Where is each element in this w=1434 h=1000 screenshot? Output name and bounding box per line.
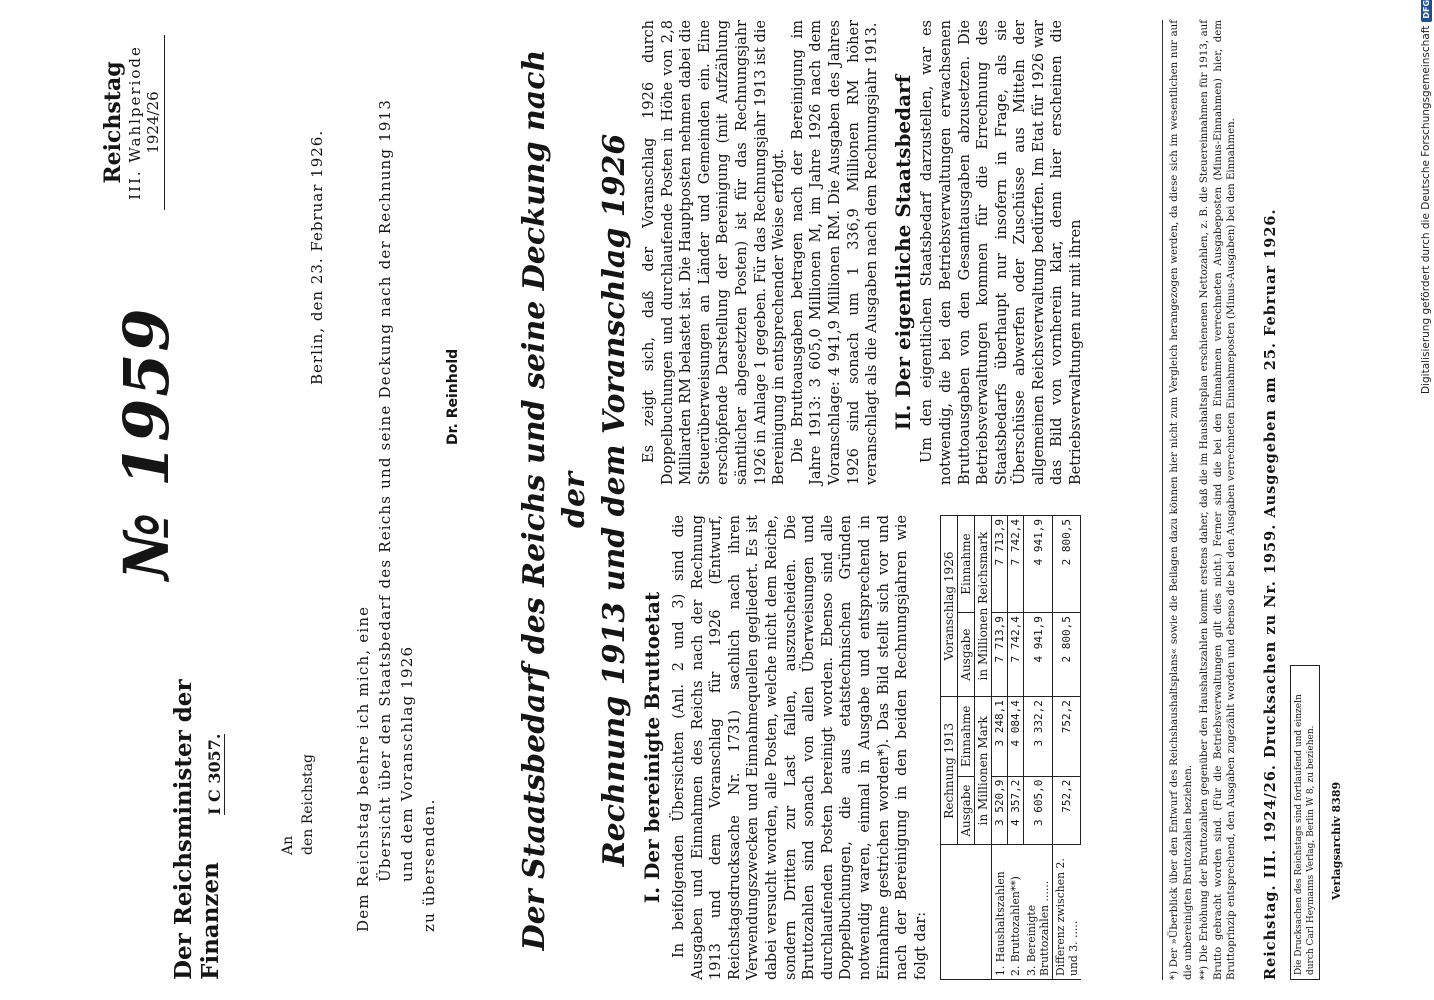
digitization-credit <box>1414 0 1434 394</box>
table-cell: 7 713,9 <box>992 613 1008 697</box>
main-title-line2: Rechnung 1913 und dem Voranschlag 1926 <box>597 133 632 867</box>
table-sub-header: Ausgabe <box>958 776 975 845</box>
table-cell: 3 332,2 <box>1024 697 1053 777</box>
table-cell: 3 520,9 <box>992 776 1008 845</box>
table-cell: 4 941,9 <box>1024 613 1053 697</box>
letter-line: zu übersenden. <box>420 798 438 932</box>
table-row <box>1008 516 1024 980</box>
dfg-logo: DFG <box>1421 0 1432 22</box>
table-row <box>1052 516 1081 980</box>
table-group-header: Voranschlag 1926 <box>941 516 958 697</box>
col2-paragraph3: Um den eigentlichen Staatsbedarf darzustellen, war es notwendig, die bei den Betriebsverwaltungen erwachsenen Bruttoausgaben von den Gesamtausgaben abzusetzen. Die Betriebsverwaltungen kommen für die Errechnung des Staatsbedarfs überhaupt nur insofern in Frage, als sie Überschüsse abwerfen oder Zuschüsse aus Mitteln der allgemeinen Reichsverwaltung bedürfen. Im Etat für 1926 war das Bild von vornherein klar, denn hier erscheinen die Betriebsverwaltungen nur mit ihren <box>919 20 1085 485</box>
table-sub-header: Einnahme <box>958 697 975 777</box>
table-sub-header: Ausgabe <box>958 613 975 697</box>
table-row <box>992 516 1008 980</box>
table-unit-note: in Millionen Mark <box>975 697 992 845</box>
digitization-text: Digitalisierung gefördert durch die Deutsche Forschungsgemeinschaft <box>1420 25 1432 394</box>
section1-paragraph: In beifolgenden Übersichten (Anl. 2 und 3) sind die Ausgaben und Einnahmen des Reichs nach der Rechnung 1913 und dem Voranschlag für 1926 (Entwurf, Reichstagsdrucksache Nr. 1731) sachlich nach ihren Verwendungszwecken und Einnahmequellen gegliedert. Es ist dabei versucht worden, alle Posten, welche nicht dem Reiche, sondern Dritten zur Last fallen, auszuscheiden. Die Bruttozahlen sind sonach von allen Überweisungen und durchlaufenden Posten bereinigt worden. Ebenso sind alle Doppelbuchungen, die aus etatstechnischen Gründen notwendig waren, einmal in Ausgabe und entsprechend in Einnahme gestrichen worden*). Das Bild stellt sich vor und nach der Bereinigung in den beiden Rechnungsjahren wie folgt dar: <box>671 515 929 980</box>
table-row-label: 2. Bruttozahlen**) <box>1008 845 1024 980</box>
signature: Dr. Reinhold <box>445 348 461 445</box>
recipient-line1: An <box>280 835 296 855</box>
table-cell: 752,2 <box>1052 776 1081 845</box>
parliament-name: Reichstag <box>100 61 126 184</box>
table-cell: 7 713,9 <box>992 516 1008 613</box>
document-number: № 1959 <box>110 306 183 580</box>
table-cell: 4 941,9 <box>1024 516 1053 613</box>
table-row <box>1024 516 1053 980</box>
main-title-line1: Der Staatsbedarf des Reichs und seine Deckung nach der <box>517 49 592 951</box>
table-corner <box>941 845 992 980</box>
letter-line: und dem Voranschlag 1926 <box>398 645 416 882</box>
column-left <box>640 515 1081 980</box>
table-cell: 2 800,5 <box>1052 516 1081 613</box>
table-cell: 2 800,5 <box>1052 613 1081 697</box>
section2-heading: II. Der eigentliche Staatsbedarf <box>890 74 915 431</box>
table-cell: 4 084,4 <box>1008 697 1024 777</box>
letter-line: Übersicht über den Staatsbedarf des Reichs und seine Deckung nach der Rechnung 1913 <box>376 98 394 882</box>
footnote-1: *) Der »Überblick über den Entwurf des Reichshaushaltsplans« sowie die Beilagen dazu können hier nicht zum Vergleich herangezogen werden, da diese sich im wesentlichen nur auf die unbereinigten Bruttozahlen beziehen. <box>1169 20 1194 980</box>
section1-body <box>670 515 930 980</box>
period-years: 1924/26 <box>144 35 165 210</box>
footer-line: Reichstag. III. 1924/26. Drucksachen zu Nr. 1959. Ausgegeben am 25. Februar 1926. <box>1262 208 1279 980</box>
finance-table <box>940 515 1081 980</box>
col2-paragraph2: Die Bruttoausgaben betragen nach der Bereinigung im Jahre 1913: 3 605,0 Millionen M, im Jahre 1926 nach dem Voranschlage: 4 941,9 Millionen RM. Die Ausgaben des Jahres 1926 sind sonach um 1 336,9 Millionen RM höher veranschlagt als die Ausgaben nach dem Rechnungsjahr 1913. <box>789 20 881 485</box>
table-sub-header: Einnahme <box>958 516 975 613</box>
section1-heading: I. Der bereinigte Bruttoetat <box>640 591 664 904</box>
archive-number: Verlagsarchiv 8389 <box>1330 781 1343 900</box>
table-row-label: Differenz zwischen 2. und 3. ..... <box>1052 845 1081 980</box>
table-unit-note-rm: in Millionen Reichsmark <box>975 516 992 697</box>
letter-body <box>352 12 440 932</box>
sender-reference: I C 3057. <box>205 733 224 815</box>
recipient-line2: den Reichstag <box>300 754 316 855</box>
table-cell: 7 742,4 <box>1008 516 1024 613</box>
table-row-label: 3. Bereinigte Bruttozahlen ...... <box>1024 845 1053 980</box>
letter-line: Dem Reichstag beehre ich mich, eine <box>354 605 372 932</box>
column-right <box>640 20 1086 485</box>
col2-paragraph1: Es zeigt sich, daß der Voranschlag 1926 durch Doppelbuchungen und durchlaufende Posten in Höhe von 2,8 Milliarden RM belastet ist. Die Hauptposten nehmen dabei die Steuerüberweisungen an Länder und Gemeinden ein. Eine erschöpfende Darstellung der Bereinigung (mit Aufzählung sämtlicher abgesetzten Posten) ist für das Rechnungsjahr 1926 in Anlage 1 gegeben. Für das Rechnungsjahr 1913 ist die Bereinigung in entsprechender Weise erfolgt. <box>641 20 788 485</box>
table-cell: 7 742,4 <box>1008 613 1024 697</box>
place-date: Berlin, den 23. Februar 1926. <box>308 129 326 385</box>
parliament-header <box>100 35 165 210</box>
period-label: III. Wahlperiode <box>126 45 144 200</box>
table-row-label: 1. Haushaltszahlen <box>992 845 1008 980</box>
footnotes <box>1168 20 1239 980</box>
table-cell: 3 248,1 <box>992 697 1008 777</box>
recipient <box>278 754 318 855</box>
table-cell: 3 605,0 <box>1024 776 1053 845</box>
table-cell: 752,2 <box>1052 697 1081 777</box>
main-title <box>515 20 635 980</box>
table-cell: 4 357,2 <box>1008 776 1024 845</box>
footnote-rule <box>1162 20 1163 980</box>
sender-title: Der Reichsminister der Finanzen <box>170 679 224 980</box>
table-group-header: Rechnung 1913 <box>941 697 958 845</box>
footnote-2: **) Die Erhöhung der Bruttozahlen gegenüber den Haushaltszahlen kommt erstens daher, daß die im Haushaltsplan erschienenen Nettozahlen, z. B. die Steuereinnahmen für 1913, auf Brutto gebracht worden sind. (Für die Betriebsverwaltungen gilt dies nicht.) Ferner sind die bei den Einnahmen verrechneten Ausgabeposten (Minus-Einnahmen) hier, dem Bruttoprinzip entsprechend, den Ausgaben zugezählt worden und ebenso die bei den Ausgaben verrechneten Einnahmeposten (Minus-Ausgaben) bei den Einnahmen. <box>1199 20 1238 980</box>
printer-box: Die Drucksachen des Reichstags sind fortlaufend und einzeln durch Carl Heymanns Verlag, Berlin W 8, zu beziehen. <box>1290 665 1320 980</box>
